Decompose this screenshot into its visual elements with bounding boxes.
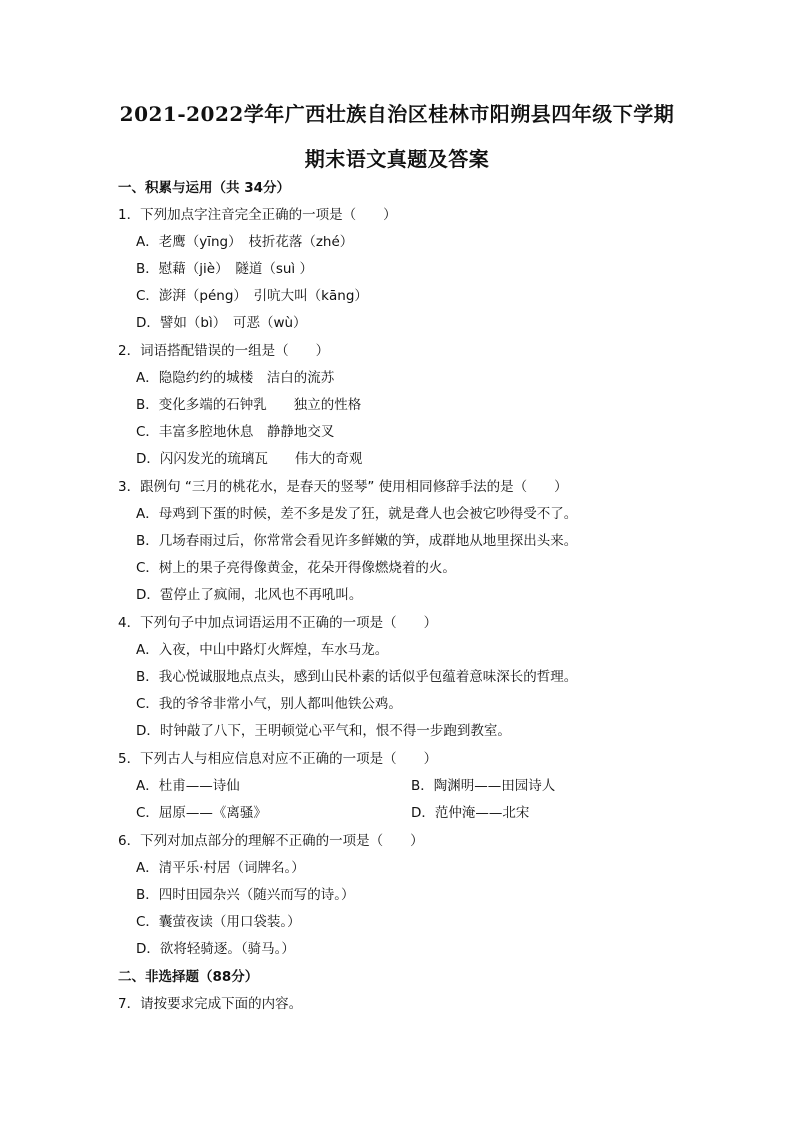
question-5-option-d: D．范仲淹——北宋 bbox=[411, 805, 530, 821]
question-6-option-d: D．欲将轻骑逐。（骑马。） bbox=[136, 941, 295, 957]
question-1-option-c: C．澎湃（péng） 引吭大叫（kāng） bbox=[136, 288, 368, 304]
question-3-option-d: D．雹停止了疯闹，北风也不再吼叫。 bbox=[136, 587, 363, 603]
question-4-stem: 4．下列句子中加点词语运用不正确的一项是（ ） bbox=[118, 615, 438, 631]
question-4-option-b: B．我心悦诚服地点点头，感到山民朴素的话似乎包蕴着意味深长的哲理。 bbox=[136, 669, 578, 685]
question-1-option-a: A．老鹰（yīng） 枝折花落（zhé） bbox=[136, 234, 354, 250]
question-2-option-b: B．变化多端的石钟乳 独立的性格 bbox=[136, 397, 362, 413]
question-6-option-b: B．四时田园杂兴（随兴而写的诗。） bbox=[136, 887, 355, 903]
question-1-option-d: D．譬如（bì） 可恶（wù） bbox=[136, 315, 307, 331]
question-1-option-b: B．慰藉（jiè） 隧道（suì ） bbox=[136, 261, 313, 277]
question-5-option-a: A．杜甫——诗仙 bbox=[136, 778, 240, 794]
question-2-stem: 2．词语搭配错误的一组是（ ） bbox=[118, 343, 330, 359]
section-heading-2: 二、非选择题（88分） bbox=[118, 969, 259, 985]
question-6-stem: 6．下列对加点部分的理解不正确的一项是（ ） bbox=[118, 833, 424, 849]
question-5-stem: 5．下列古人与相应信息对应不正确的一项是（ ） bbox=[118, 751, 438, 767]
question-3-option-a: A．母鸡到下蛋的时候，差不多是发了狂，就是聋人也会被它吵得受不了。 bbox=[136, 506, 578, 522]
question-5-option-c: C．屈原——《离骚》 bbox=[136, 805, 267, 821]
question-7-stem: 7．请按要求完成下面的内容。 bbox=[118, 996, 303, 1012]
question-4-option-c: C．我的爷爷非常小气，别人都叫他铁公鸡。 bbox=[136, 696, 402, 712]
question-2-option-c: C．丰富多腔地休息 静静地交叉 bbox=[136, 424, 335, 440]
question-5-option-b: B．陶渊明——田园诗人 bbox=[411, 778, 556, 794]
question-3-stem: 3．跟例句 “三月的桃花水，是春天的竖琴” 使用相同修辞手法的是（ ） bbox=[118, 479, 568, 495]
question-6-option-c: C．囊萤夜读（用口袋装。） bbox=[136, 914, 301, 930]
question-3-option-c: C．树上的果子亮得像黄金，花朵开得像燃烧着的火。 bbox=[136, 560, 456, 576]
question-4-option-d: D．时钟敲了八下，王明顿觉心平气和，恨不得一步跑到教室。 bbox=[136, 723, 511, 739]
question-2-option-a: A．隐隐约约的城楼 洁白的流苏 bbox=[136, 370, 335, 386]
document-title-line2: 期末语文真题及答案 bbox=[304, 147, 490, 171]
question-3-option-b: B．几场春雨过后，你常常会看见许多鲜嫩的笋，成群地从地里探出头来。 bbox=[136, 533, 578, 549]
document-title-line1: 2021-2022学年广西壮族自治区桂林市阳朔县四年级下学期 bbox=[119, 102, 675, 126]
question-1-stem: 1．下列加点字注音完全正确的一项是（ ） bbox=[118, 207, 397, 223]
question-6-option-a: A．清平乐·村居（词牌名。） bbox=[136, 860, 305, 876]
question-2-option-d: D．闪闪发光的琉璃瓦 伟大的奇观 bbox=[136, 451, 363, 467]
section-heading-1: 一、积累与运用（共 34分） bbox=[118, 180, 290, 196]
question-4-option-a: A．入夜，中山中路灯火辉煌，车水马龙。 bbox=[136, 642, 389, 658]
